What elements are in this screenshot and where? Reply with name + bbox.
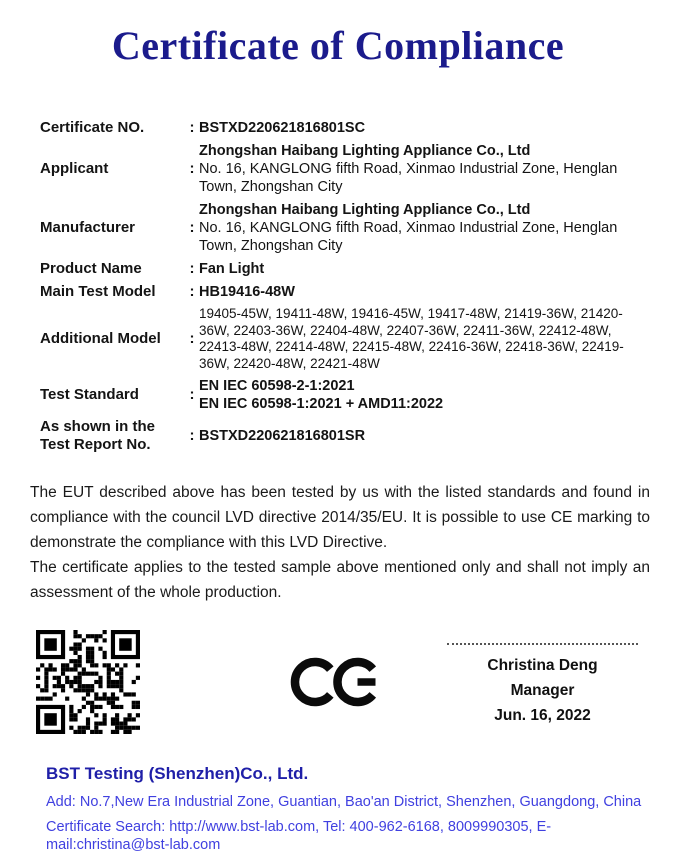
manufacturer-value [199, 201, 638, 255]
field-row-manufacturer [40, 201, 638, 255]
footer [46, 764, 656, 854]
manufacturer-label: Manufacturer [40, 219, 136, 236]
colon-separator: : [189, 427, 195, 444]
field-row-product-name [40, 260, 638, 278]
product-name-label: Product Name [40, 260, 142, 277]
signature-dotted-line [447, 643, 638, 645]
signatory-role: Manager [510, 681, 575, 699]
certificate-page [0, 22, 676, 862]
colon-separator: : [189, 386, 195, 403]
test-standard-label: Test Standard [40, 386, 139, 403]
scope-statement: The certificate applies to the tested sample above mentioned only and shall not imply an assessment of the whole production. [30, 559, 650, 601]
compliance-statement: The EUT described above has been tested by us with the listed standards and found in compliance with the council LVD directive 2014/35/EU. It is possible to use CE marking to demonstrate the compliance with this LVD Directive. [30, 484, 650, 551]
field-row-applicant [40, 142, 638, 196]
marks-and-signature-row [36, 630, 640, 734]
applicant-address-line1: No. 16, KANGLONG fifth Road, Xinmao Industrial Zone, Henglan [199, 161, 618, 177]
field-row-additional-model [40, 306, 638, 372]
colon-separator: : [189, 283, 195, 300]
colon-separator: : [189, 160, 195, 177]
applicant-company: Zhongshan Haibang Lighting Appliance Co., Ltd [199, 143, 531, 159]
test-report-no-label-line2: Test Report No. [40, 436, 151, 453]
page-title: Certificate of Compliance [111, 23, 565, 68]
manufacturer-address-line1: No. 16, KANGLONG fifth Road, Xinmao Industrial Zone, Henglan [199, 220, 618, 236]
ce-mark-icon [290, 641, 396, 723]
manufacturer-company: Zhongshan Haibang Lighting Appliance Co., Ltd [199, 202, 531, 218]
signature-date: Jun. 16, 2022 [494, 706, 591, 724]
manufacturer-address-line2: Town, Zhongshan City [199, 238, 343, 254]
colon-separator: : [189, 260, 195, 277]
applicant-label: Applicant [40, 160, 109, 177]
test-standard-line2: EN IEC 60598-1:2021 + AMD11:2022 [199, 396, 444, 412]
lab-company-name: BST Testing (Shenzhen)Co., Ltd. [46, 764, 309, 783]
signature-block [445, 643, 640, 728]
colon-separator: : [189, 219, 195, 236]
certificate-no-value: BSTXD220621816801SC [199, 120, 366, 136]
applicant-value [199, 142, 638, 196]
additional-model-label: Additional Model [40, 330, 161, 347]
colon-separator: : [189, 330, 195, 347]
main-test-model-value: HB19416-48W [199, 284, 295, 300]
lab-contact-line: Certificate Search: http://www.bst-lab.com, Tel: 400-962-6168, 8009990305, E-mail:christina@bst-lab.com [46, 819, 552, 853]
product-name-value: Fan Light [199, 261, 265, 277]
test-standard-line1: EN IEC 60598-2-1:2021 [199, 378, 355, 394]
lab-address: Add: No.7,New Era Industrial Zone, Guantian, Bao'an District, Shenzhen, Guangdong, China [46, 794, 642, 810]
certificate-no-label: Certificate NO. [40, 119, 145, 136]
field-row-test-report-no [40, 418, 638, 454]
signatory-name: Christina Deng [487, 656, 598, 674]
test-standard-value [199, 377, 638, 413]
colon-separator: : [189, 119, 195, 136]
qr-code [36, 630, 140, 734]
main-test-model-label: Main Test Model [40, 283, 156, 300]
additional-model-value: 19405-45W, 19411-48W, 19416-45W, 19417-48W, 21419-36W, 21420-36W, 22403-36W, 22404-48W, 22407-36W, 22411-36W, 22412-48W, 22413-48W, 22414-48W, 22415-48W, 22416-36W, 22418-36W, 22419-36W, 22420-48W, 22421-48W [199, 306, 624, 371]
field-row-certificate-no [40, 119, 638, 137]
applicant-address-line2: Town, Zhongshan City [199, 179, 343, 195]
certificate-fields [40, 119, 638, 454]
test-report-no-label-line1: As shown in the [40, 418, 156, 435]
field-row-test-standard [40, 377, 638, 413]
field-row-main-test-model [40, 283, 638, 301]
test-report-no-value: BSTXD220621816801SR [199, 428, 366, 444]
test-report-no-label [40, 418, 185, 454]
